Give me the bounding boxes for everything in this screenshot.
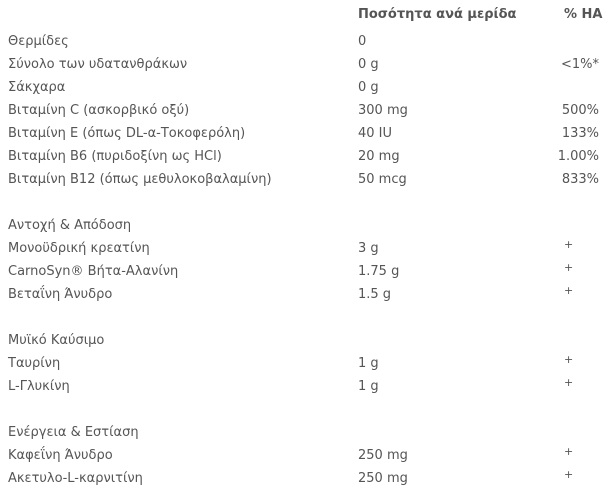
nutrient-name: Θερμίδες <box>8 34 69 49</box>
table-row <box>8 283 606 306</box>
nutrient-quantity: 20 mg <box>358 149 400 164</box>
nutrient-daily-value: + <box>564 238 574 251</box>
nutrient-quantity: 250 mg <box>358 471 408 486</box>
table-header <box>8 0 606 30</box>
nutrient-name: Σύνολο των υδατανθράκων <box>8 57 188 72</box>
nutrient-name: Σάκχαρα <box>8 80 66 95</box>
nutrient-quantity: 250 mg <box>358 448 408 463</box>
nutrient-name: Βιταμίνη Β6 (πυριδοξίνη ως HCl) <box>8 149 222 164</box>
section-title: Αντοχή & Απόδοση <box>8 218 132 233</box>
nutrient-daily-value: + <box>564 353 574 366</box>
nutrient-quantity: 1 g <box>358 356 379 371</box>
nutrient-quantity: 300 mg <box>358 103 408 118</box>
nutrient-quantity: 0 <box>358 34 367 49</box>
nutrient-quantity: 0 g <box>358 57 379 72</box>
nutrient-name: Μονοϋδρική κρεατίνη <box>8 241 150 256</box>
nutrient-daily-value: + <box>564 261 574 274</box>
table-row <box>8 145 606 168</box>
nutrition-table <box>8 0 606 490</box>
nutrient-daily-value: <1%* <box>560 57 599 72</box>
nutrient-quantity: 50 mcg <box>358 172 407 187</box>
section-title: Ενέργεια & Εστίαση <box>8 425 139 440</box>
table-row <box>8 467 606 490</box>
section-title: Μυϊκό Καύσιμο <box>8 333 105 348</box>
nutrient-name: Ακετυλο-L-καρνιτίνη <box>8 471 143 486</box>
nutrient-name: Βεταΐνη Άνυδρο <box>8 287 113 302</box>
section-energy-focus <box>8 421 606 490</box>
table-row <box>8 99 606 122</box>
table-row <box>8 122 606 145</box>
section-spacer <box>8 398 606 421</box>
nutrient-quantity: 1 g <box>358 379 379 394</box>
table-row <box>8 375 606 398</box>
daily-value-column-header: % ΗΑ <box>564 7 603 22</box>
nutrient-name: Ταυρίνη <box>8 356 61 371</box>
table-row <box>8 76 606 99</box>
quantity-column-header: Ποσότητα ανά μερίδα <box>358 7 517 22</box>
nutrient-quantity: 3 g <box>358 241 379 256</box>
table-row <box>8 168 606 191</box>
nutrient-name: L-Γλυκίνη <box>8 379 70 394</box>
nutrient-quantity: 1.5 g <box>358 287 392 302</box>
nutrient-quantity: 0 g <box>358 80 379 95</box>
table-row <box>8 30 606 53</box>
nutrient-daily-value: 833% <box>561 172 599 187</box>
section-spacer <box>8 191 606 214</box>
section-muscle-fuel <box>8 329 606 398</box>
nutrient-daily-value: 500% <box>561 103 599 118</box>
nutrient-daily-value: + <box>564 445 574 458</box>
nutrient-name: Βιταμίνη Ε (όπως DL-α-Τοκοφερόλη) <box>8 126 246 141</box>
nutrient-quantity: 1.75 g <box>358 264 400 279</box>
table-row <box>8 53 606 76</box>
nutrient-name: Βιταμίνη C (ασκορβικό οξύ) <box>8 103 190 118</box>
nutrient-daily-value: 1.00% <box>557 149 599 164</box>
nutrient-daily-value: + <box>564 468 574 481</box>
nutrient-quantity: 40 IU <box>358 126 393 141</box>
table-row <box>8 444 606 467</box>
nutrient-daily-value: + <box>564 284 574 297</box>
nutrient-daily-value: + <box>564 376 574 389</box>
table-row <box>8 352 606 375</box>
table-row <box>8 237 606 260</box>
table-row <box>8 260 606 283</box>
top-rows <box>8 30 606 191</box>
nutrient-name: Καφεΐνη Άνυδρο <box>8 448 113 463</box>
nutrient-name: CarnoSyn® Βήτα-Αλανίνη <box>8 264 179 279</box>
nutrient-daily-value: 133% <box>561 126 599 141</box>
nutrient-name: Βιταμίνη Β12 (όπως μεθυλοκοβαλαμίνη) <box>8 172 272 187</box>
section-endurance <box>8 214 606 306</box>
section-spacer <box>8 306 606 329</box>
